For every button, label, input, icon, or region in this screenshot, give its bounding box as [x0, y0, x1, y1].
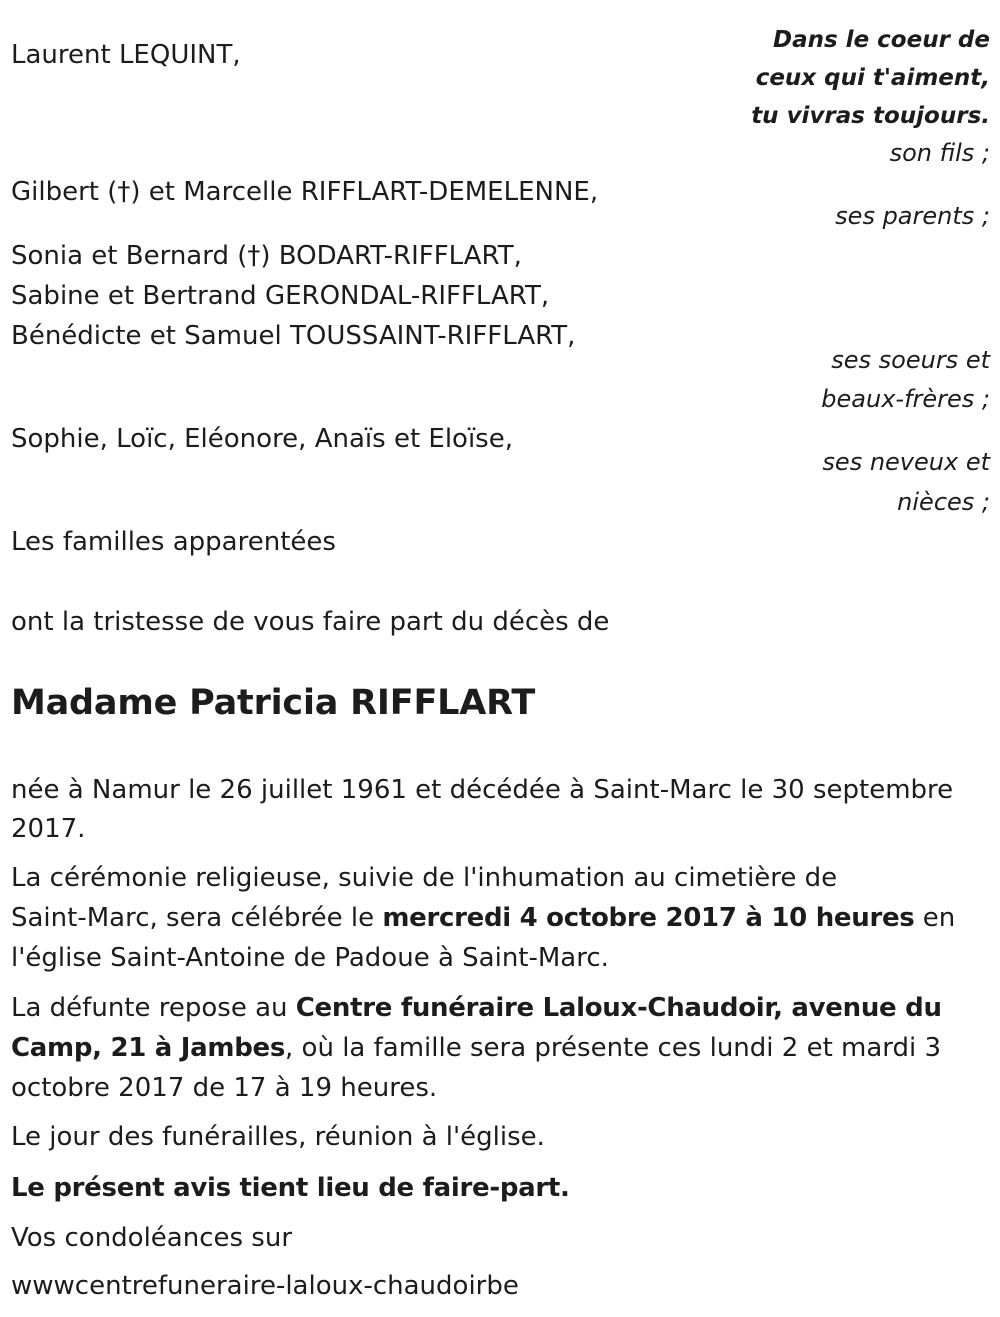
epigraph-line: ceux qui t'aiment, — [755, 65, 990, 91]
siblings-relation: beaux-frères ; — [821, 385, 990, 413]
ceremony-line — [11, 898, 955, 938]
epigraph-line: tu vivras toujours. — [751, 103, 990, 129]
epigraph-line: Dans le coeur de — [773, 27, 990, 53]
ceremony-text: La cérémonie religieuse, suivie de l'inhumation au cimetière de — [11, 863, 838, 893]
viewing-location: Centre funéraire Laloux-Chaudoir, avenue du — [295, 993, 942, 1023]
deceased-name: Madame Patricia RIFFLART — [11, 683, 536, 723]
condolences-label: Vos condoléances sur — [11, 1223, 293, 1253]
son-name: Laurent LEQUINT, — [11, 40, 241, 70]
viewing-line — [11, 1028, 941, 1068]
ceremony-text: en — [914, 903, 956, 933]
birth-death-line: née à Namur le 26 juillet 1961 et décédée à Saint-Marc le 30 septembre — [11, 775, 954, 805]
ceremony-line — [11, 858, 837, 898]
viewing-location: Camp, 21 à Jambes — [11, 1033, 286, 1063]
viewing-line — [11, 1068, 437, 1108]
ceremony-text: l'église Saint-Antoine de Padoue à Saint-Marc. — [11, 943, 609, 973]
parents-names: Gilbert (†) et Marcelle RIFFLART-DEMELENNE, — [11, 177, 599, 207]
birth-death-line: 2017. — [11, 814, 86, 844]
announcement: ont la tristesse de vous faire part du décès de — [11, 607, 610, 637]
relatives: Les familles apparentées — [11, 527, 336, 557]
son-relation: son fils ; — [889, 139, 990, 167]
parents-relation: ses parents ; — [835, 202, 990, 230]
nephews-nieces-names: Sophie, Loïc, Eléonore, Anaïs et Eloïse, — [11, 424, 513, 454]
ceremony-date: mercredi 4 octobre 2017 à 10 heures — [382, 903, 915, 933]
nephews-nieces-relation: nièces ; — [897, 488, 990, 516]
viewing-line — [11, 988, 942, 1028]
viewing-text: octobre 2017 de 17 à 19 heures. — [11, 1073, 438, 1103]
siblings-relation: ses soeurs et — [831, 346, 990, 374]
gathering-note: Le jour des funérailles, réunion à l'église. — [11, 1122, 545, 1152]
ceremony-line — [11, 938, 609, 978]
sibling-names: Bénédicte et Samuel TOUSSAINT-RIFFLART, — [11, 321, 576, 351]
sibling-names: Sabine et Bertrand GERONDAL-RIFFLART, — [11, 281, 550, 311]
condolences-website: wwwcentrefuneraire-laloux-chaudoirbe — [11, 1271, 519, 1301]
viewing-text: , où la famille sera présente ces lundi 2 et mardi 3 — [285, 1033, 942, 1063]
nephews-nieces-relation: ses neveux et — [822, 448, 990, 476]
disclaimer: Le présent avis tient lieu de faire-part. — [11, 1173, 570, 1203]
viewing-text: La défunte repose au — [11, 993, 296, 1023]
sibling-names: Sonia et Bernard (†) BODART-RIFFLART, — [11, 241, 522, 271]
ceremony-text: Saint-Marc, sera célébrée le — [11, 903, 383, 933]
